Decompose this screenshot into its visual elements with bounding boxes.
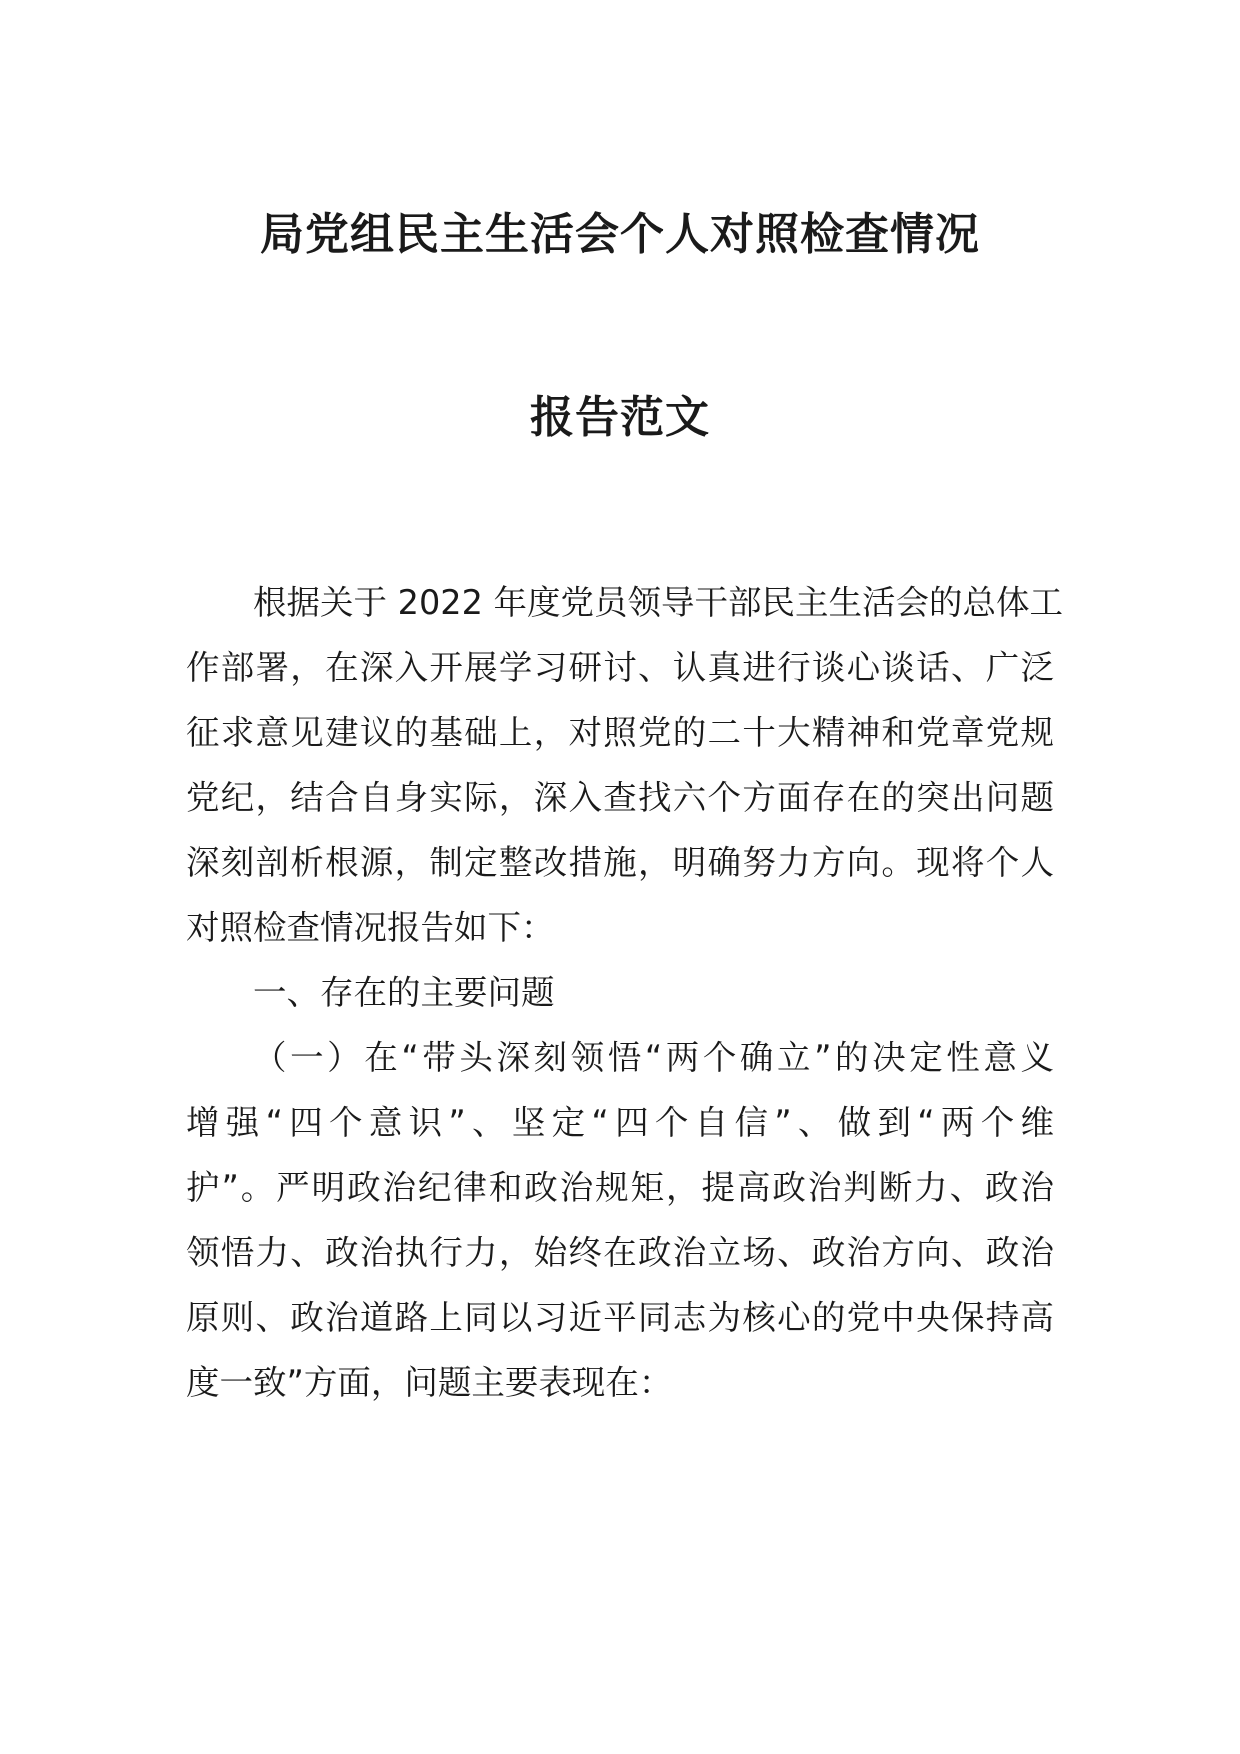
document-title-line-1: 局党组民主生活会个人对照检查情况: [260, 209, 980, 260]
intro-paragraph-line: 对照检查情况报告如下：: [186, 908, 555, 947]
subsection-paragraph-line: 增强“四个意识”、坚定“四个自信”、做到“两个维: [186, 1103, 1054, 1142]
subsection-paragraph: [186, 1025, 1054, 1415]
intro-paragraph-line: 党纪，结合自身实际，深入查找六个方面存在的突出问题: [186, 778, 1054, 817]
section-heading-text: 一、存在的主要问题: [253, 973, 555, 1012]
subsection-paragraph-line: 度一致”方面，问题主要表现在：: [186, 1363, 673, 1402]
subsection-paragraph-line: 原则、政治道路上同以习近平同志为核心的党中央保持高: [186, 1298, 1054, 1337]
intro-paragraph-line: 作部署，在深入开展学习研讨、认真进行谈心谈话、广泛: [186, 648, 1054, 687]
document-title-line-2: 报告范文: [530, 392, 710, 443]
subsection-paragraph-line: （一）在“带头深刻领悟“两个确立”的决定性意义: [253, 1038, 1054, 1077]
intro-paragraph: [186, 570, 1064, 960]
intro-paragraph-line: 深刻剖析根源，制定整改措施，明确努力方向。现将个人: [186, 843, 1054, 882]
intro-paragraph-line: 根据关于 2022 年度党员领导干部民主生活会的总体工: [253, 583, 1064, 622]
intro-paragraph-line: 征求意见建议的基础上，对照党的二十大精神和党章党规: [186, 713, 1054, 752]
subsection-paragraph-line: 护”。严明政治纪律和政治规矩，提高政治判断力、政治: [186, 1168, 1054, 1207]
section-heading: [186, 960, 1054, 1025]
subsection-paragraph-line: 领悟力、政治执行力，始终在政治立场、政治方向、政治: [186, 1233, 1054, 1272]
